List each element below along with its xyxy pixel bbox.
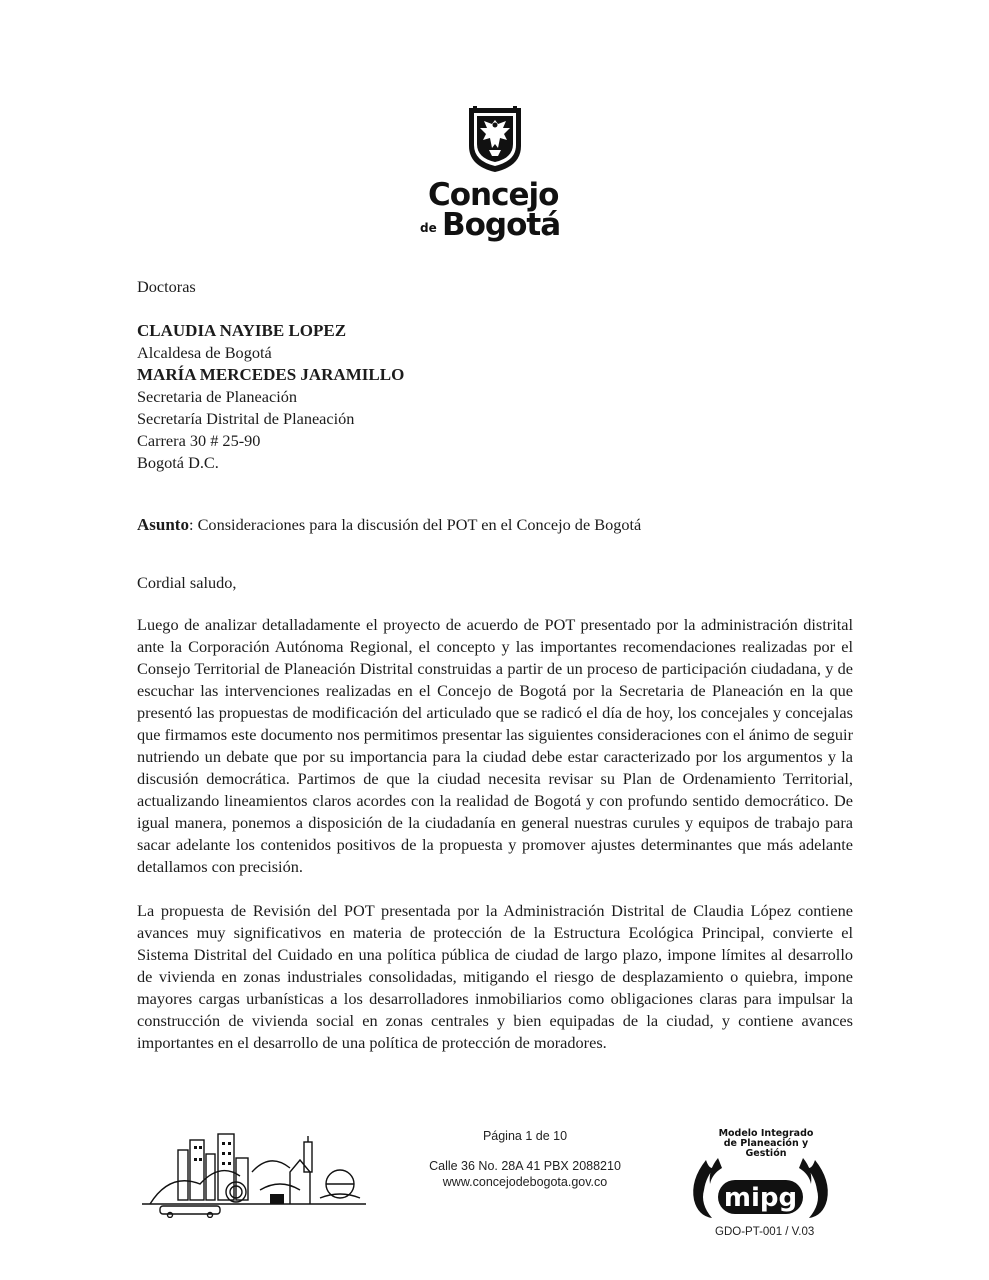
- svg-text:mipg: mipg: [723, 1183, 798, 1213]
- coat-of-arms-icon: [465, 104, 525, 174]
- subject-label: Asunto: [137, 515, 189, 534]
- subject-line: [137, 514, 853, 536]
- footer-info: [400, 1128, 650, 1190]
- footer-website: www.concejodebogota.gov.co: [442, 1175, 608, 1189]
- subject-text: : Consideraciones para la discusión del POT en el Concejo de Bogotá: [188, 515, 642, 534]
- recipient-organization: Secretaría Distrital de Planeación: [137, 409, 355, 428]
- mipg-caption-line-2: de Planeación y: [723, 1138, 809, 1149]
- recipient-name-1: CLAUDIA NAYIBE LOPEZ: [137, 321, 347, 340]
- paragraph-1: Luego de analizar detalladamente el proyecto de acuerdo de POT presentado por la administración distrital ante la Corporación Autónoma Regional, el concepto y las importantes recomendaciones realizadas por el Consejo Territorial de Planeación Distrital construidas a partir de un proceso de participación ciudadana, y de escuchar las intervenciones realizadas en el Concejo de Bogotá por la Secretaria de Planeación en la que presentó las propuestas de modificación del articulado que se radicó el día de hoy, los concejales y concejalas que firmamos este documento nos permitimos presentar las siguientes consideraciones con el ánimo de seguir nutriendo un debate que por su importancia para la ciudad debe estar caracterizado por los argumentos y la discusión democrática. Partimos de que la ciudad necesita revisar su Plan de Ordenamiento Territorial, actualizando lineamientos claros acordes con la realidad de Bogotá y con profundo sentido democrático. De igual manera, ponemos a disposición de la ciudadanía en general nuestras curules y equipos de trabajo para sacar adelante los contenidos positivos de la propuesta y promover ajustes determinantes que más adelante detallamos con precisión.: [137, 615, 853, 876]
- recipient-title-1: Alcaldesa de Bogotá: [137, 343, 272, 362]
- recipient-city: Bogotá D.C.: [137, 453, 219, 472]
- recipient-address: Carrera 30 # 25-90: [137, 431, 261, 450]
- mipg-caption-line-3: Gestión: [745, 1148, 787, 1159]
- logo-line-concejo: Concejo: [428, 177, 559, 213]
- recipient-title-2: Secretaria de Planeación: [137, 387, 298, 406]
- recipient-name-2: MARÍA MERCEDES JARAMILLO: [137, 365, 405, 384]
- mipg-emblem-icon: [688, 1154, 833, 1221]
- salutation: Doctoras: [137, 277, 196, 296]
- concejo-logo: [410, 104, 580, 244]
- mipg-caption-line-1: Modelo Integrado: [718, 1128, 814, 1139]
- footer-address: Calle 36 No. 28A 41 PBX 2088210: [429, 1159, 621, 1173]
- paragraph-2: La propuesta de Revisión del POT presentada por la Administración Distrital de Claudia López contiene avances muy significativos en materia de protección de la Estructura Ecológica Principal, convierte el Sistema Distrital del Cuidado en una política pública de ciudad de largo plazo, impone límites al desarrollo de vivienda en zonas industriales consolidadas, mitigando el riesgo de desplazamiento o quiebra, impone mayores cargas urbanísticas a los desarrolladores inmobiliarios como obligaciones claras para impulsar la construcción de vivienda social en zonas centrales y bien equipadas de la ciudad, y contiene avances importantes en el desarrollo de una política de protección de moradores.: [137, 901, 853, 1052]
- letter-body: [137, 276, 853, 1054]
- greeting: Cordial saludo,: [137, 573, 237, 592]
- logo-line-bogota: Bogotá: [442, 207, 561, 243]
- page-number: Página 1 de 10: [482, 1129, 568, 1143]
- document-code: GDO-PT-001 / V.03: [715, 1226, 815, 1238]
- city-skyline-illustration: [140, 1132, 368, 1218]
- logo-line-de: de: [420, 221, 437, 235]
- mipg-logo: [688, 1126, 833, 1221]
- recipients-block: [137, 320, 853, 474]
